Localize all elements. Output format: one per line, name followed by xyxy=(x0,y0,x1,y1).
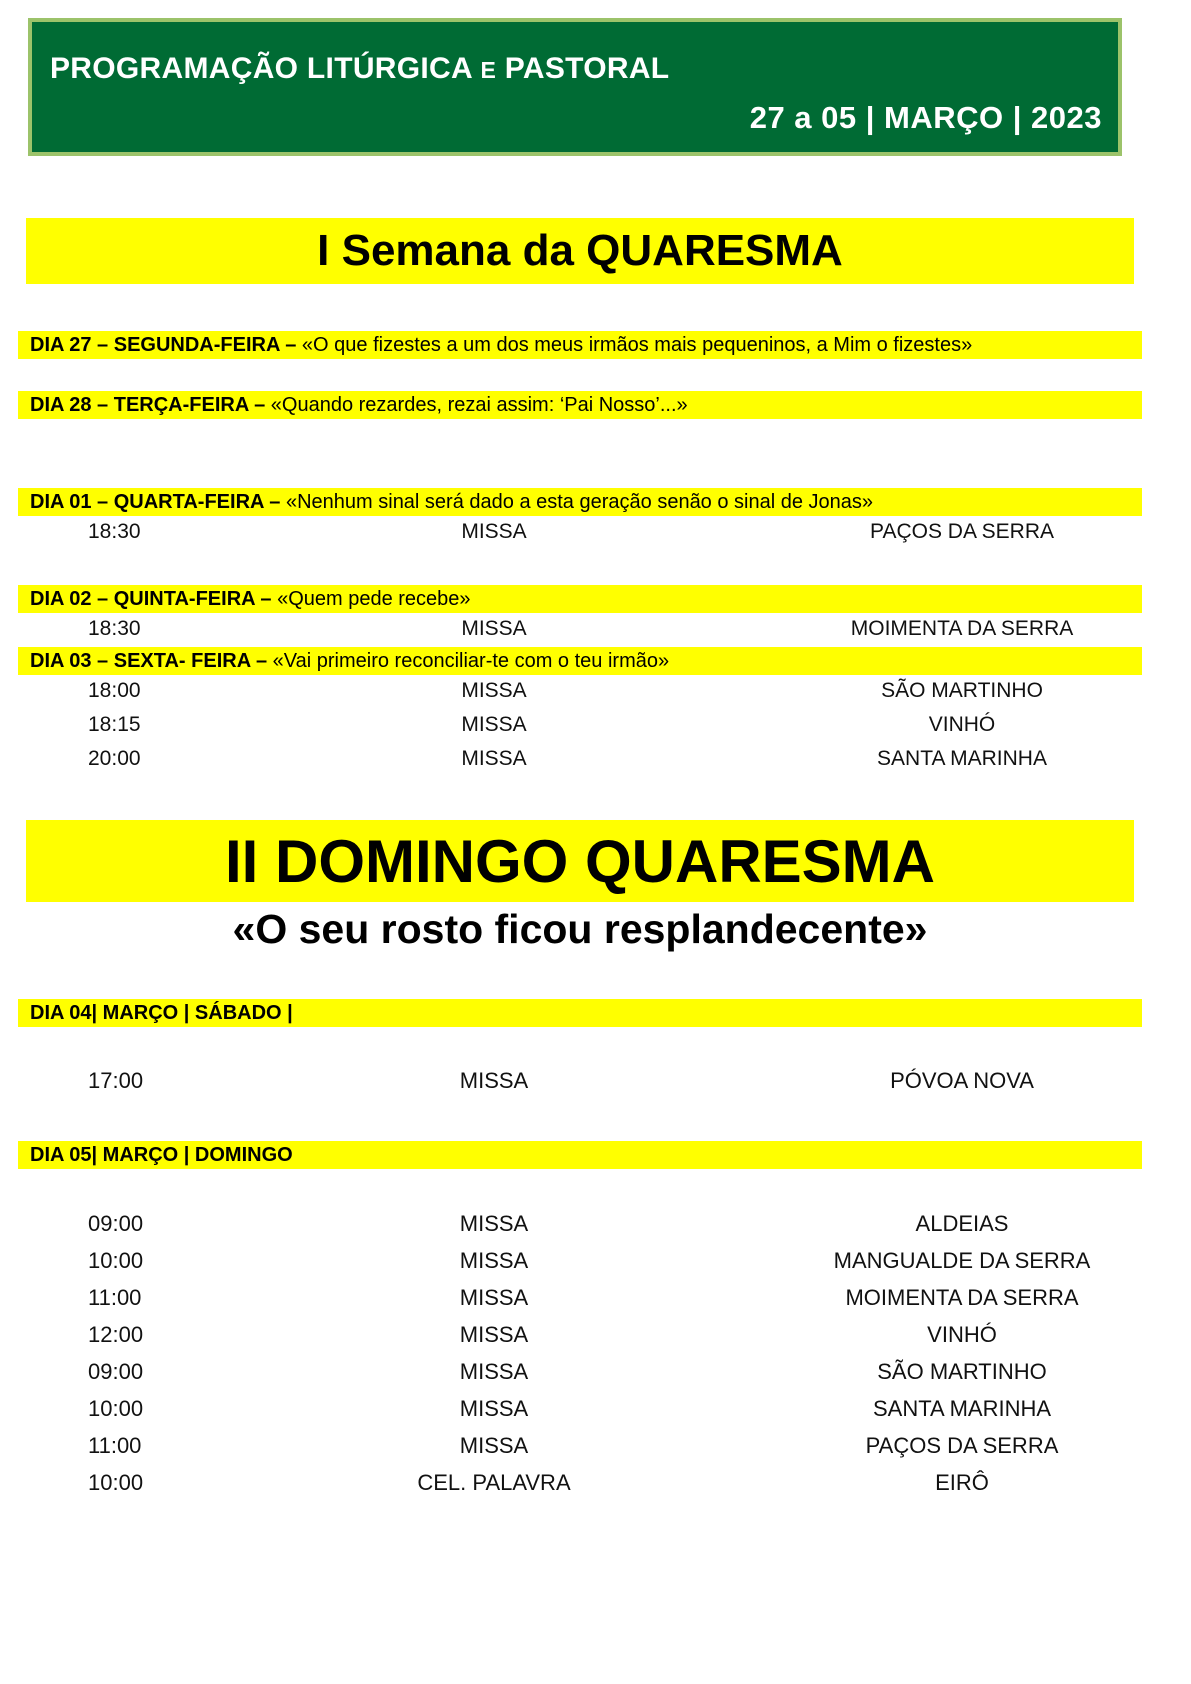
schedule-row xyxy=(0,743,1191,775)
event-type: MISSA xyxy=(459,1248,529,1273)
event-time: 20:00 xyxy=(88,747,141,770)
event-type: MISSA xyxy=(459,1068,529,1093)
event-place: MOIMENTA DA SERRA xyxy=(845,1285,1079,1310)
event-place: MANGUALDE DA SERRA xyxy=(833,1248,1091,1273)
day-header xyxy=(18,647,1142,675)
day-header xyxy=(18,1141,1142,1169)
schedule-row xyxy=(0,1317,1191,1353)
event-type: MISSA xyxy=(461,617,527,640)
event-type: MISSA xyxy=(459,1396,529,1421)
day-label: DIA 28 – TERÇA-FEIRA – xyxy=(30,394,266,416)
event-place: SANTA MARINHA xyxy=(877,747,1047,770)
day-quote: «Quando rezardes, rezai assim: ‘Pai Nosso’...» xyxy=(270,394,688,416)
event-place: VINHÓ xyxy=(928,713,996,736)
event-type: MISSA xyxy=(459,1359,529,1384)
event-type: MISSA xyxy=(459,1433,529,1458)
event-time: 09:00 xyxy=(88,1359,144,1384)
event-place: SÃO MARTINHO xyxy=(877,1359,1047,1384)
event-time: 17:00 xyxy=(88,1068,144,1093)
event-type: MISSA xyxy=(461,713,527,736)
page-title xyxy=(50,52,669,86)
schedule-row xyxy=(0,516,1191,548)
title-part1: PROGRAMAÇÃO LITÚRGICA xyxy=(50,52,472,85)
schedule-row xyxy=(0,1354,1191,1390)
day-quote: «Vai primeiro reconciliar-te com o teu irmão» xyxy=(272,650,670,672)
event-place: MOIMENTA DA SERRA xyxy=(850,617,1074,640)
event-type: CEL. PALAVRA xyxy=(417,1470,571,1495)
event-time: 10:00 xyxy=(88,1248,144,1273)
event-place: PAÇOS DA SERRA xyxy=(865,1433,1059,1458)
event-place: PÓVOA NOVA xyxy=(890,1068,1034,1093)
event-type: MISSA xyxy=(461,747,527,770)
page-header xyxy=(28,18,1122,156)
event-place: SÃO MARTINHO xyxy=(881,679,1043,702)
day-header xyxy=(18,391,1142,419)
schedule-row xyxy=(0,1465,1191,1501)
event-type: MISSA xyxy=(459,1322,529,1347)
day-quote: «Quem pede recebe» xyxy=(277,588,471,610)
schedule-row xyxy=(0,1243,1191,1279)
title-conjunction: E xyxy=(480,57,497,83)
sunday-banner: II DOMINGO QUARESMA xyxy=(26,820,1134,902)
event-type: MISSA xyxy=(461,679,527,702)
event-time: 18:30 xyxy=(88,617,141,640)
event-time: 10:00 xyxy=(88,1396,144,1421)
event-place: EIRÔ xyxy=(935,1470,989,1495)
event-type: MISSA xyxy=(459,1285,529,1310)
date-range: 27 a 05 | MARÇO | 2023 xyxy=(749,100,1102,135)
event-time: 11:00 xyxy=(88,1285,142,1310)
day-quote: «Nenhum sinal será dado a esta geração senão o sinal de Jonas» xyxy=(285,491,874,513)
schedule-row xyxy=(0,675,1191,707)
event-time: 09:00 xyxy=(88,1211,144,1236)
day-label: DIA 05| MARÇO | DOMINGO xyxy=(30,1144,293,1166)
event-place: VINHÓ xyxy=(927,1322,997,1347)
day-label: DIA 02 – QUINTA-FEIRA – xyxy=(30,588,272,610)
day-header xyxy=(18,331,1142,359)
week-banner: I Semana da QUARESMA xyxy=(26,218,1134,284)
event-place: PAÇOS DA SERRA xyxy=(870,520,1054,543)
event-time: 12:00 xyxy=(88,1322,144,1347)
day-header xyxy=(18,585,1142,613)
day-label: DIA 27 – SEGUNDA-FEIRA – xyxy=(30,334,297,356)
day-quote: «O que fizestes a um dos meus irmãos mais pequeninos, a Mim o fizestes» xyxy=(301,334,973,356)
event-place: SANTA MARINHA xyxy=(872,1396,1052,1421)
event-time: 10:00 xyxy=(88,1470,144,1495)
event-time: 11:00 xyxy=(88,1433,142,1458)
schedule-row xyxy=(0,1063,1191,1099)
schedule-row xyxy=(0,1280,1191,1316)
event-place: ALDEIAS xyxy=(915,1211,1009,1236)
title-part2: PASTORAL xyxy=(504,52,670,85)
schedule-row xyxy=(0,1428,1191,1464)
event-time: 18:00 xyxy=(88,679,141,702)
schedule-row xyxy=(0,613,1191,645)
day-label: DIA 04| MARÇO | SÁBADO | xyxy=(30,1002,293,1024)
event-type: MISSA xyxy=(461,520,527,543)
day-header xyxy=(18,488,1142,516)
schedule-row xyxy=(0,1206,1191,1242)
sunday-subtitle: «O seu rosto ficou resplandecente» xyxy=(232,906,928,952)
schedule-row xyxy=(0,709,1191,741)
event-time: 18:15 xyxy=(88,713,141,736)
event-time: 18:30 xyxy=(88,520,141,543)
day-label: DIA 03 – SEXTA- FEIRA – xyxy=(30,650,268,672)
day-header xyxy=(18,999,1142,1027)
event-type: MISSA xyxy=(459,1211,529,1236)
day-label: DIA 01 – QUARTA-FEIRA – xyxy=(30,491,281,513)
schedule-row xyxy=(0,1391,1191,1427)
